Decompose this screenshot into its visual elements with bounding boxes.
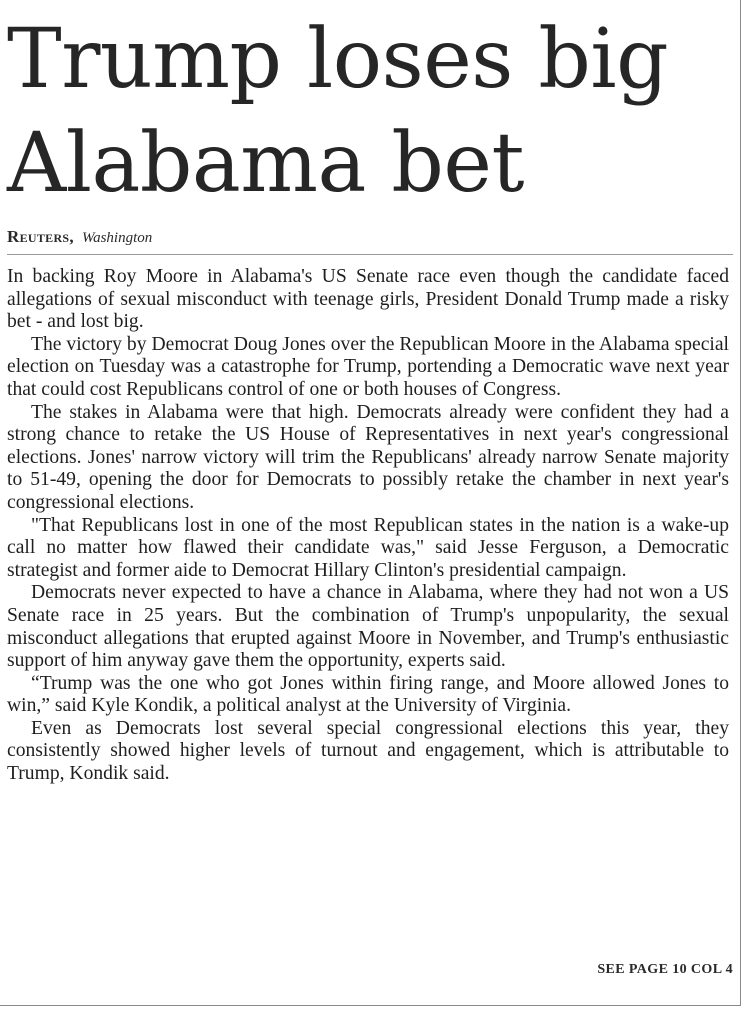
continued-jump-line: SEE PAGE 10 COL 4 [597, 962, 733, 977]
byline-location: Washington [81, 230, 153, 246]
article-paragraph: The stakes in Alabama were that high. Democrats already were confident they had a strong chance to retake the US House of Representatives in next year's congressional elections. Jones' narrow victory will trim the Republicans' already narrow Senate majority to 51-49, opening the door for Democrats to possibly retake the chamber in next year's congressional elections. [7, 401, 729, 513]
article-paragraph: "That Republicans lost in one of the most Republican states in the nation is a wake-up call no matter how flawed their candidate was," said Jesse Ferguson, a Democratic strategist and former aide to Democrat Hillary Clinton's presidential campaign. [7, 514, 729, 581]
column-rule-bottom [0, 1005, 741, 1006]
article-paragraph: The victory by Democrat Doug Jones over the Republican Moore in the Alabama special election on Tuesday was a catastrophe for Trump, portending a Democratic wave next year that could cost Republicans control of one or both houses of Congress. [7, 333, 729, 400]
article-body [7, 266, 729, 786]
article-paragraph: In backing Roy Moore in Alabama's US Senate race even though the candidate faced allegations of sexual misconduct with teenage girls, President Donald Trump made a risky bet - and lost big. [7, 266, 729, 333]
article-paragraph: Even as Democrats lost several special congressional elections this year, they consistently showed higher levels of turnout and engagement, which is attributable to Trump, Kondik said. [7, 717, 729, 785]
article-paragraph: Democrats never expected to have a chance in Alabama, where they had not won a US Senate race in 25 years. But the combination of Trump's unpopularity, the sexual misconduct allegations that erupted against Moore in November, and Trump's enthusiastic support of him anyway gave them the opportunity, experts said. [7, 582, 729, 672]
article-paragraph: “Trump was the one who got Jones within firing range, and Moore allowed Jones to win,” said Kyle Kondik, a political analyst at the University of Virginia. [7, 672, 729, 717]
byline [7, 227, 152, 247]
byline-divider [7, 254, 733, 255]
column-rule-right [740, 0, 741, 1005]
byline-agency: Reuters, [7, 227, 74, 246]
headline [7, 8, 735, 216]
headline-line-2: Alabama bet [7, 116, 524, 211]
headline-line-1: Trump loses big [7, 12, 669, 107]
